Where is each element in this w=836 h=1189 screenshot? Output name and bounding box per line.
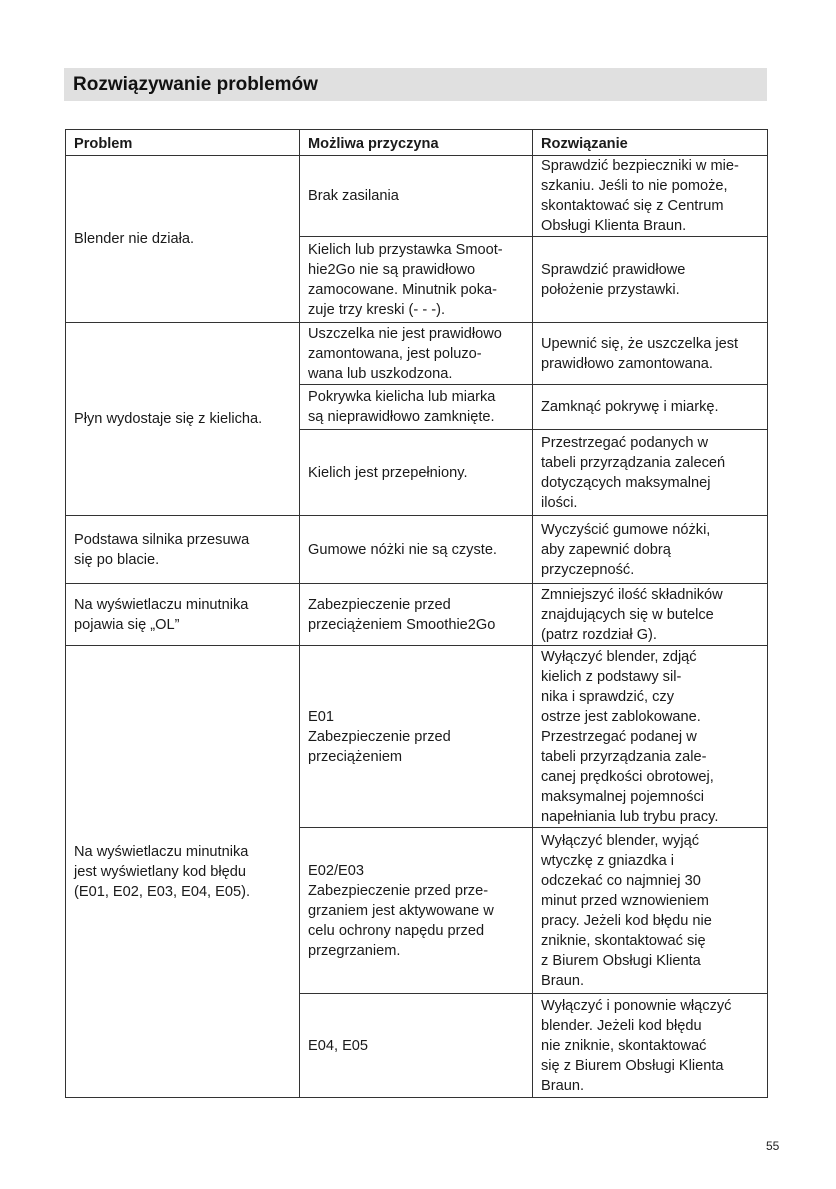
- solution-cell: Wyłączyć blender, zdjąć kielich z podstawy sil- nika i sprawdzić, czy ostrze jest zablokowane. Przestrzegać podanej w tabeli przyrządzania zale- canej prędkości obrotowej, maksymalnej pojemności napełniania lub trybu pracy.: [533, 646, 768, 828]
- header-solution: Rozwiązanie: [533, 130, 768, 156]
- header-problem: Problem: [66, 130, 300, 156]
- problem-cell: Podstawa silnika przesuwa się po blacie.: [66, 516, 300, 584]
- table-header-row: [66, 130, 768, 156]
- solution-cell: Wyłączyć blender, wyjąć wtyczkę z gniazdka i odczekać co najmniej 30 minut przed wznowieniem pracy. Jeżeli kod błędu nie zniknie, skontaktować się z Biurem Obsługi Klienta Braun.: [533, 828, 768, 994]
- solution-cell: Zamknąć pokrywę i miarkę.: [533, 385, 768, 430]
- header-cause: Możliwa przyczyna: [300, 130, 533, 156]
- solution-cell: Upewnić się, że uszczelka jest prawidłowo zamontowana.: [533, 323, 768, 385]
- troubleshooting-table: [65, 129, 768, 1098]
- table-row: [66, 323, 768, 385]
- page-number: 55: [766, 1139, 780, 1153]
- solution-cell: Wyczyścić gumowe nóżki, aby zapewnić dobrą przyczepność.: [533, 516, 768, 584]
- cause-cell: Zabezpieczenie przed przeciążeniem Smoothie2Go: [300, 584, 533, 646]
- cause-cell: Pokrywka kielicha lub miarka są nieprawidłowo zamknięte.: [300, 385, 533, 430]
- cause-cell: Kielich jest przepełniony.: [300, 430, 533, 516]
- problem-cell: Na wyświetlaczu minutnika pojawia się „OL”: [66, 584, 300, 646]
- cause-cell: Uszczelka nie jest prawidłowo zamontowana, jest poluzo- wana lub uszkodzona.: [300, 323, 533, 385]
- table-row: [66, 516, 768, 584]
- solution-cell: Wyłączyć i ponownie włączyć blender. Jeżeli kod błędu nie zniknie, skontaktować się z Biurem Obsługi Klienta Braun.: [533, 994, 768, 1098]
- table-row: [66, 646, 768, 828]
- solution-cell: Zmniejszyć ilość składników znajdujących się w butelce (patrz rozdział G).: [533, 584, 768, 646]
- table-row: [66, 156, 768, 237]
- page-title: Rozwiązywanie problemów: [73, 73, 318, 95]
- section-title-bar: [64, 68, 767, 101]
- cause-cell: E02/E03 Zabezpieczenie przed prze- grzaniem jest aktywowane w celu ochrony napędu przed przegrzaniem.: [300, 828, 533, 994]
- cause-cell: Kielich lub przystawka Smoot- hie2Go nie są prawidłowo zamocowane. Minutnik poka- zuje trzy kreski (- - -).: [300, 237, 533, 323]
- cause-cell: Brak zasilania: [300, 156, 533, 237]
- table-row: [66, 584, 768, 646]
- solution-cell: Sprawdzić bezpieczniki w mie- szkaniu. Jeśli to nie pomoże, skontaktować się z Centrum Obsługi Klienta Braun.: [533, 156, 768, 237]
- solution-cell: Sprawdzić prawidłowe położenie przystawki.: [533, 237, 768, 323]
- cause-cell: E01 Zabezpieczenie przed przeciążeniem: [300, 646, 533, 828]
- problem-cell: Płyn wydostaje się z kielicha.: [66, 323, 300, 516]
- solution-cell: Przestrzegać podanych w tabeli przyrządzania zaleceń dotyczących maksymalnej ilości.: [533, 430, 768, 516]
- problem-cell: Na wyświetlaczu minutnika jest wyświetlany kod błędu (E01, E02, E03, E04, E05).: [66, 646, 300, 1098]
- problem-cell: Blender nie działa.: [66, 156, 300, 323]
- cause-cell: Gumowe nóżki nie są czyste.: [300, 516, 533, 584]
- cause-cell: E04, E05: [300, 994, 533, 1098]
